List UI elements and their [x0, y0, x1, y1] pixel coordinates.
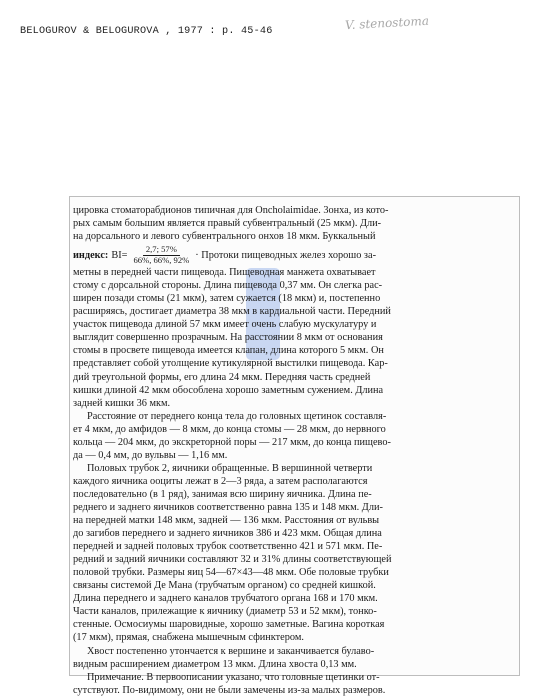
text-line: кишки длиной 42 мкм обособлена хорошо заметным сужением. Длина [73, 384, 384, 396]
text-line: половой трубки. Размеры яиц 54—67×43—48 мкм. Обе половые трубки [73, 567, 389, 579]
text-line: Длина переднего и заднего каналов трубчатого органа 168 и 170 мкм. [73, 593, 378, 605]
text-line: передней и задней половых трубок соответственно 421 и 571 мкм. Пе- [73, 541, 383, 553]
text-line: метны в передней части пищевода. Пищеводная манжета охватывает [73, 267, 376, 279]
text-line: до загибов переднего и заднего яичников 386 и 423 мкм. Общая длина [73, 528, 382, 540]
paragraph-reproductive [73, 462, 515, 645]
description-text [73, 204, 515, 697]
text-line: редний и задний яичники составляют 32 и 31% длины соответствующей [73, 554, 392, 566]
formula-fraction [130, 245, 192, 265]
text-line: Расстояние от переднего конца тела до головных щетинок составля- [87, 410, 387, 422]
paragraph-pharynx [73, 266, 515, 410]
text-line: каждого яичника ооциты лежат в 2—3 ряда, а затем располагаются [73, 475, 368, 487]
formula-denominator: 66%, 66%, 92% [133, 254, 190, 265]
text-line: сутствуют. По-видимому, они не были замечены из-за малых размеров. [73, 684, 386, 696]
text-line: представляет собой утолщение кутикулярной выстилки пищевода. Кар- [73, 358, 388, 370]
text-line: на дорсального и левого субвентрального онхов 18 мкм. Буккальный [73, 231, 376, 243]
text-line: Примечание. В первоописании указано, что головные щетинки от- [87, 671, 380, 683]
text-line: цировка стоматорабдионов типичная для Oncholaimidae. 3онха, из кото- [73, 205, 389, 216]
citation-header: BELOGUROV & BELOGUROVA , 1977 : p. 45-46 [20, 26, 273, 37]
text-line: ширен позади стомы (21 мкм), затем сужается (18 мкм) и, постепенно [73, 293, 381, 305]
text-line: Части каналов, прилежащие к яичнику (диаметр 53 и 52 мкм), тонко- [73, 606, 377, 618]
paragraph-note [73, 671, 515, 697]
text-line: участок пищевода длиной 57 мкм имеет очень слабую мускулатуру и [73, 319, 377, 331]
paragraph-tail [73, 645, 515, 671]
handwritten-species-note: V. stenostoma [344, 13, 430, 33]
text-line: связаны системой Де Мана (трубчатым органом) со средней кишкой. [73, 580, 376, 592]
text-line: стенные. Осмосиумы шаровидные, хорошо заметные. Вагина короткая [73, 619, 385, 631]
text-line: реднего и заднего яичников соответственно равна 135 и 148 мкм. Дли- [73, 501, 383, 513]
formula-lhs: BI= [111, 249, 128, 261]
text-line: дий треугольной формы, его длина 24 мкм. Передняя часть средней [73, 371, 371, 383]
text-line: задней кишки 36 мкм. [73, 397, 171, 409]
text-line: кольца — 204 мкм, до экскреторной поры — 217 мкм, до конца пищево- [73, 436, 391, 448]
text-line: ет 4 мкм, до амфидов — 8 мкм, до конца стомы — 28 мкм, до нервного [73, 423, 386, 435]
text-line: последовательно (в 1 ряд), занимая всю ширину яичника. Длина пе- [73, 488, 372, 500]
text-line: стому с дорсальной стороны. Длина пищевода 0,37 мм. Он слегка рас- [73, 280, 383, 292]
text-line: Хвост постепенно утончается к вершине и заканчивается булаво- [87, 645, 375, 657]
formula-numerator: 2,7; 57% [143, 245, 180, 255]
formula-label: индекс: [73, 249, 109, 261]
text-line: видным расширением диаметром 13 мкм. Длина хвоста 0,13 мм. [73, 658, 357, 670]
paragraph-stoma [73, 204, 515, 243]
text-line: рых самым большим является правый субвентральный (25 мкм). Дли- [73, 218, 382, 230]
buccal-index-formula [73, 244, 515, 266]
text-line: стомы в просвете пищевода имеется клапан, длина которого 5 мкм. Он [73, 345, 384, 357]
text-line: выглядит совершенно прозрачным. На расстоянии 8 мкм от основания [73, 332, 383, 344]
formula-tail: · Протоки пищеводных желез хорошо за- [195, 249, 376, 261]
text-line: да — 0,4 мм, до вульвы — 1,16 мм. [73, 449, 228, 461]
text-line: на передней матки 148 мкм, задней — 136 мкм. Расстояния от вульвы [73, 515, 380, 527]
text-line: Половых трубок 2, яичники обращенные. В вершинной четверти [87, 462, 373, 474]
text-line: (17 мкм), прямая, снабжена мышечным сфинктером. [73, 632, 304, 644]
paragraph-distances [73, 410, 515, 462]
text-line: расширяясь, достигает диаметра 38 мкм в кардиальной части. Передний [73, 306, 391, 318]
